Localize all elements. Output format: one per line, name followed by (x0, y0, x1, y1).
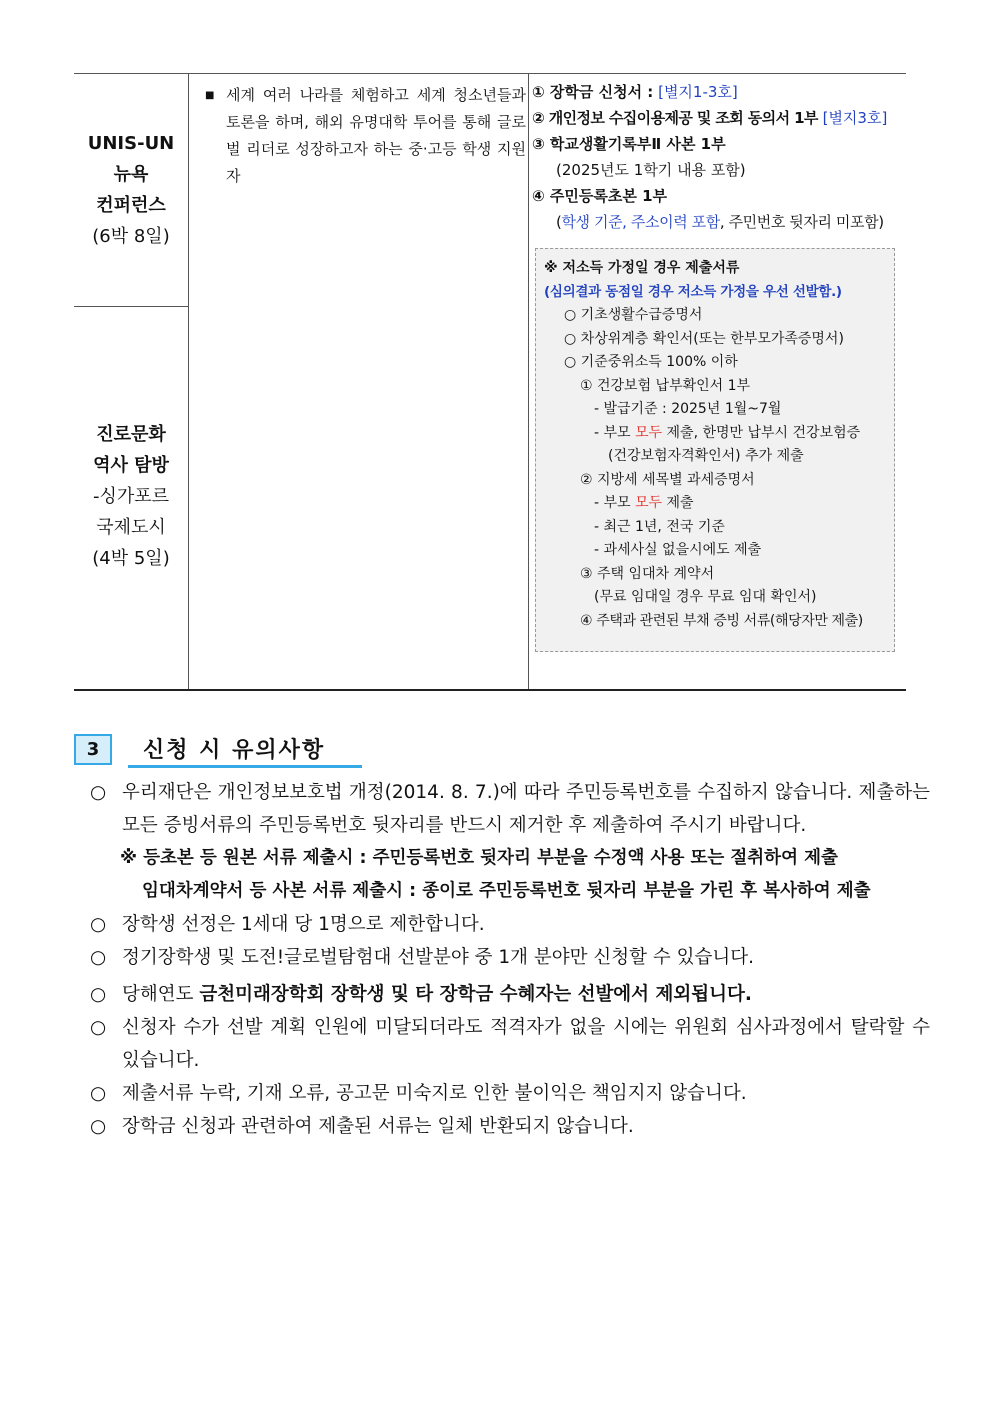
category-line: 뉴욕 (113, 164, 149, 185)
note-text: 제출서류 누락, 기재 오류, 공고문 미숙지로 인한 불이익은 책임지지 않습니다. (122, 1083, 747, 1104)
doc-note: (2025년도 1학기 내용 포함) (556, 161, 746, 179)
note-text: 당해연도 (122, 984, 200, 1005)
doc-ref: [별지1-3호] (658, 83, 738, 101)
low-income-subtitle: (심의결과 동점일 경우 저소득 가정을 우선 선발함.) (544, 283, 842, 300)
section-title: 신청 시 유의사항 (143, 738, 326, 763)
note-item (90, 776, 930, 842)
required-documents (532, 79, 904, 235)
doc-consent: ② 개인정보 수집이용제공 및 조회 동의서 1부 (532, 109, 818, 127)
low-income-detail: - 부모 (594, 424, 636, 441)
circle-bullet-icon: ○ (90, 984, 107, 1005)
column-divider (188, 74, 189, 689)
row-divider (74, 306, 188, 307)
category-line: 진로문화 (96, 424, 166, 445)
note-text-bold: 금천미래장학회 장학생 및 타 장학금 수혜자는 선발에서 제외됩니다. (199, 984, 752, 1005)
circle-bullet-icon: ○ (90, 1083, 107, 1104)
low-income-subitem: ② 지방세 세목별 과세증명서 (580, 471, 755, 488)
note-text: 우리재단은 개인정보보호법 개정(2014. 8. 7.)에 따라 주민등록번호를 수집하지 않습니다. 제출하는 모든 증빙서류의 주민등록번호 뒷자리를 반드시 제거한 후 제출하여 주시기 바랍니다. (122, 782, 930, 836)
doc-ref: [별지3호] (822, 109, 888, 127)
note-text: 장학금 신청과 관련하여 제출된 서류는 일체 반환되지 않습니다. (122, 1116, 634, 1137)
low-income-detail: - 발급기준 : 2025년 1월~7월 (594, 401, 782, 417)
note-item (90, 1110, 930, 1143)
note-text: 정기장학생 및 도전!글로벌탐험대 선발분야 중 1개 분야만 신청할 수 있습니다. (122, 947, 754, 968)
note-item (90, 908, 930, 941)
low-income-detail: - 부모 (594, 495, 636, 511)
highlight-both: 모두 (635, 424, 663, 441)
category-line: 컨퍼런스 (96, 195, 166, 216)
low-income-title: ※ 저소득 가정일 경우 제출서류 (544, 260, 740, 276)
note-text: 신청자 수가 선발 계획 인원에 미달되더라도 적격자가 없을 시에는 위원회 심사과정에서 탈락할 수 있습니다. (122, 1017, 930, 1071)
category-unis-un (74, 128, 188, 252)
highlight-both: 모두 (635, 495, 663, 511)
category-line: 국제도시 (96, 517, 166, 538)
circle-bullet-icon: ○ (90, 947, 107, 968)
circle-bullet-icon: ○ (90, 1116, 107, 1137)
doc-application: ① 장학금 신청서 : (532, 83, 654, 101)
note-sub-item: ※ 등초본 등 원본 서류 제출시 : 주민등록번호 뒷자리 부분을 수정액 사용 또는 절취하여 제출 (120, 848, 838, 868)
circle-bullet-icon: ○ (90, 914, 107, 935)
note-text: 장학생 선정은 1세대 당 1명으로 제한합니다. (122, 914, 485, 935)
note-item (90, 1077, 930, 1110)
low-income-item: ○ 기초생활수급증명서 (564, 307, 703, 323)
category-singapore (74, 419, 188, 574)
doc-school-record: ③ 학교생활기록부Ⅱ 사본 1부 (532, 135, 726, 153)
low-income-detail: 제출, 한명만 납부시 건강보험증 (662, 424, 861, 441)
low-income-item: ○ 차상위계층 확인서(또는 한부모가족증명서) (564, 330, 844, 347)
category-duration: (6박 8일) (92, 226, 170, 247)
low-income-subitem: ① 건강보험 납부확인서 1부 (580, 377, 751, 394)
low-income-subitem: ③ 주택 임대차 계약서 (580, 565, 715, 582)
doc-note-highlight: 학생 기준, 주소이력 포함 (561, 213, 720, 231)
note-item (90, 1011, 930, 1077)
category-line: -싱가포르 (92, 486, 170, 507)
low-income-detail: (건강보험자격확인서) 추가 제출 (608, 448, 804, 464)
note-item (90, 941, 930, 974)
low-income-detail: - 과세사실 없을시에도 제출 (594, 542, 762, 558)
doc-note: ( (556, 213, 562, 231)
circle-bullet-icon: ○ (90, 782, 107, 803)
category-line: 역사 탐방 (93, 455, 169, 476)
low-income-detail: - 최근 1년, 전국 기준 (594, 518, 725, 535)
section-title-underline (128, 765, 362, 768)
circle-bullet-icon: ○ (90, 1017, 107, 1038)
scholarship-table (74, 73, 906, 691)
square-bullet-icon: ■ (205, 90, 215, 101)
low-income-box (535, 248, 895, 652)
low-income-detail: (무료 임대일 경우 무료 임대 확인서) (594, 589, 817, 605)
category-duration: (4박 5일) (92, 548, 170, 569)
category-line: UNIS-UN (87, 133, 175, 154)
eligibility-text: 세계 여러 나라를 체험하고 세계 청소년들과 토론을 하며, 해외 유명대학 투어를 통해 글로벌 리더로 성장하고자 하는 중·고등 학생 지원자 (226, 86, 526, 185)
doc-resident-abstract: ④ 주민등록초본 1부 (532, 187, 668, 205)
low-income-item: ○ 기준중위소득 100% 이하 (564, 354, 738, 370)
note-sub-item: 임대차계약서 등 사본 서류 제출시 : 종이로 주민등록번호 뒷자리 부분을 가린 후 복사하여 제출 (142, 881, 871, 901)
doc-note: , 주민번호 뒷자리 미포함) (719, 213, 884, 231)
application-notes (90, 776, 930, 1143)
note-item (90, 978, 930, 1011)
low-income-subitem: ④ 주택과 관련된 부채 증빙 서류(해당자만 제출) (580, 612, 863, 629)
section-number: 3 (74, 734, 112, 765)
low-income-detail: 제출 (662, 495, 694, 511)
eligibility-cell (206, 82, 526, 190)
column-divider (528, 74, 529, 689)
